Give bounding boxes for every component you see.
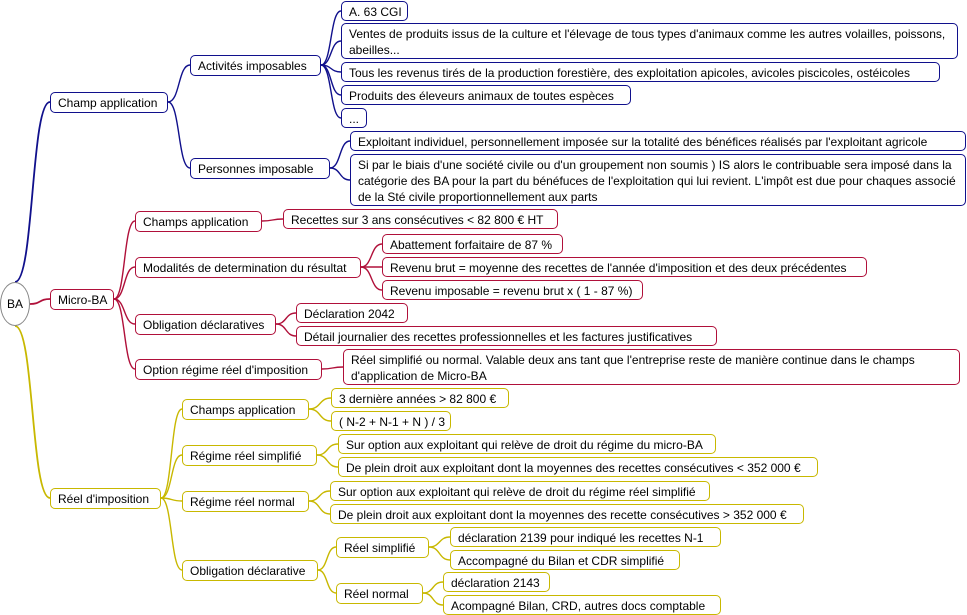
reel-champs-application-node[interactable]: Champs application — [182, 399, 309, 420]
connector — [276, 324, 296, 336]
connector — [322, 367, 343, 369]
micro-obligation-node[interactable]: Obligation déclaratives — [135, 314, 276, 335]
personnes-item[interactable]: Exploitant individuel, personnellement imposée sur la totalité des bénéfices réalisés par l'exploitant agricole — [350, 131, 966, 151]
reel-champs-item[interactable]: 3 dernière années > 82 800 € — [331, 388, 509, 408]
connector — [309, 491, 330, 501]
connector — [361, 244, 382, 267]
modalites-node[interactable]: Modalités de determination du résultat — [135, 257, 361, 278]
connector — [423, 593, 443, 605]
connector — [309, 398, 331, 409]
connector — [429, 547, 450, 560]
option-regime-node[interactable]: Option régime réel d'imposition — [135, 359, 322, 380]
connector — [321, 65, 341, 118]
obligation-reel-normal-node[interactable]: Réel normal — [336, 583, 423, 604]
connector — [114, 221, 135, 299]
connector — [309, 409, 331, 421]
personnes-imposable-node[interactable]: Personnes imposable — [190, 158, 330, 179]
activites-imposables-node[interactable]: Activités imposables — [190, 55, 321, 76]
micro-obligation-item[interactable]: Déclaration 2042 — [296, 303, 408, 323]
connector — [168, 102, 190, 168]
connector — [114, 299, 135, 324]
regime-normal-item[interactable]: Sur option aux exploitant qui relève de droit du régime réel simplifié — [330, 481, 710, 501]
connector — [330, 141, 350, 168]
activites-item[interactable]: Produits des éleveurs animaux de toutes espèces — [341, 85, 631, 105]
obligation-simplifie-item[interactable]: déclaration 2139 pour indiqué les recettes N-1 — [450, 527, 721, 547]
connector — [114, 267, 135, 299]
activites-item[interactable]: ... — [341, 108, 367, 128]
reel-imposition-node[interactable]: Réel d'imposition — [50, 488, 161, 509]
obligation-simplifie-item[interactable]: Accompagné du Bilan et CDR simplifié — [450, 550, 680, 570]
regime-simplifie-node[interactable]: Régime réel simplifié — [182, 445, 317, 466]
modalites-item[interactable]: Revenu imposable = revenu brut x ( 1 - 87 %) — [382, 280, 643, 300]
connector — [276, 313, 296, 324]
micro-ba-node[interactable]: Micro-BA — [50, 289, 114, 310]
obligation-reel-simplifie-node[interactable]: Réel simplifié — [336, 537, 429, 558]
connector — [161, 409, 182, 498]
micro-champs-item[interactable]: Recettes sur 3 ans consécutives < 82 800 € HT — [283, 209, 558, 229]
modalites-item[interactable]: Revenu brut = moyenne des recettes de l'année d'imposition et des deux précédentes — [382, 257, 867, 277]
connector — [423, 582, 443, 593]
connector — [318, 570, 336, 593]
connector — [15, 102, 50, 282]
connector — [317, 444, 338, 455]
connector — [321, 11, 341, 65]
reel-champs-item[interactable]: ( N-2 + N-1 + N ) / 3 — [331, 411, 451, 431]
reel-obligation-node[interactable]: Obligation déclarative — [182, 560, 318, 581]
micro-obligation-item[interactable]: Détail journalier des recettes professionnelles et les factures justificatives — [296, 326, 717, 346]
regime-normal-item[interactable]: De plein droit aux exploitant dont la moyennes des recette consécutives > 352 000 € — [330, 504, 804, 524]
connector — [321, 41, 341, 65]
connector — [361, 267, 382, 290]
connector — [317, 455, 338, 467]
root-node-ba[interactable]: BA — [0, 282, 30, 326]
modalites-item[interactable]: Abattement forfaitaire de 87 % — [382, 234, 563, 254]
connector — [15, 326, 50, 498]
option-regime-item[interactable]: Réel simplifié ou normal. Valable deux ans tant que l'entreprise reste de manière continue dans le champs d'application de Micro-BA — [343, 349, 960, 385]
connector — [262, 219, 283, 221]
connector — [161, 498, 182, 570]
connector — [429, 537, 450, 547]
connector — [161, 455, 182, 498]
connector — [318, 547, 336, 570]
connector — [330, 168, 350, 180]
champ-application-node[interactable]: Champ application — [50, 92, 168, 113]
connector — [114, 299, 135, 369]
connector — [168, 65, 190, 102]
connector — [309, 501, 330, 514]
obligation-normal-item[interactable]: déclaration 2143 — [443, 572, 550, 592]
regime-normal-node[interactable]: Régime réel normal — [182, 491, 309, 512]
activites-item[interactable]: A. 63 CGI — [341, 1, 408, 21]
regime-simplifie-item[interactable]: Sur option aux exploitant qui relève de droit du régime du micro-BA — [338, 434, 716, 454]
activites-item[interactable]: Ventes de produits issus de la culture et l'élevage de tous types d'animaux comme les autres volailles, poissons, abeilles... — [341, 23, 958, 59]
connector — [30, 299, 50, 304]
personnes-item[interactable]: Si par le biais d'une société civile ou d'un groupement non soumis ) IS alors le contribuable sera imposé dans la catégorie des BA pour la part du bénéfuces de l'exploitation qui lui revient. L'impôt est due pour chaques associé de la Sté civile proportionnellement aux parts — [350, 154, 966, 206]
activites-item[interactable]: Tous les revenus tirés de la production forestière, des exploitation apicoles, avicoles piscicoles, ostéicoles — [341, 62, 940, 82]
regime-simplifie-item[interactable]: De plein droit aux exploitant dont la moyennes des recettes consécutives < 352 000 € — [338, 457, 818, 477]
micro-champs-application-node[interactable]: Champs application — [135, 211, 262, 232]
obligation-normal-item[interactable]: Acompagné Bilan, CRD, autres docs comptable — [443, 595, 721, 615]
